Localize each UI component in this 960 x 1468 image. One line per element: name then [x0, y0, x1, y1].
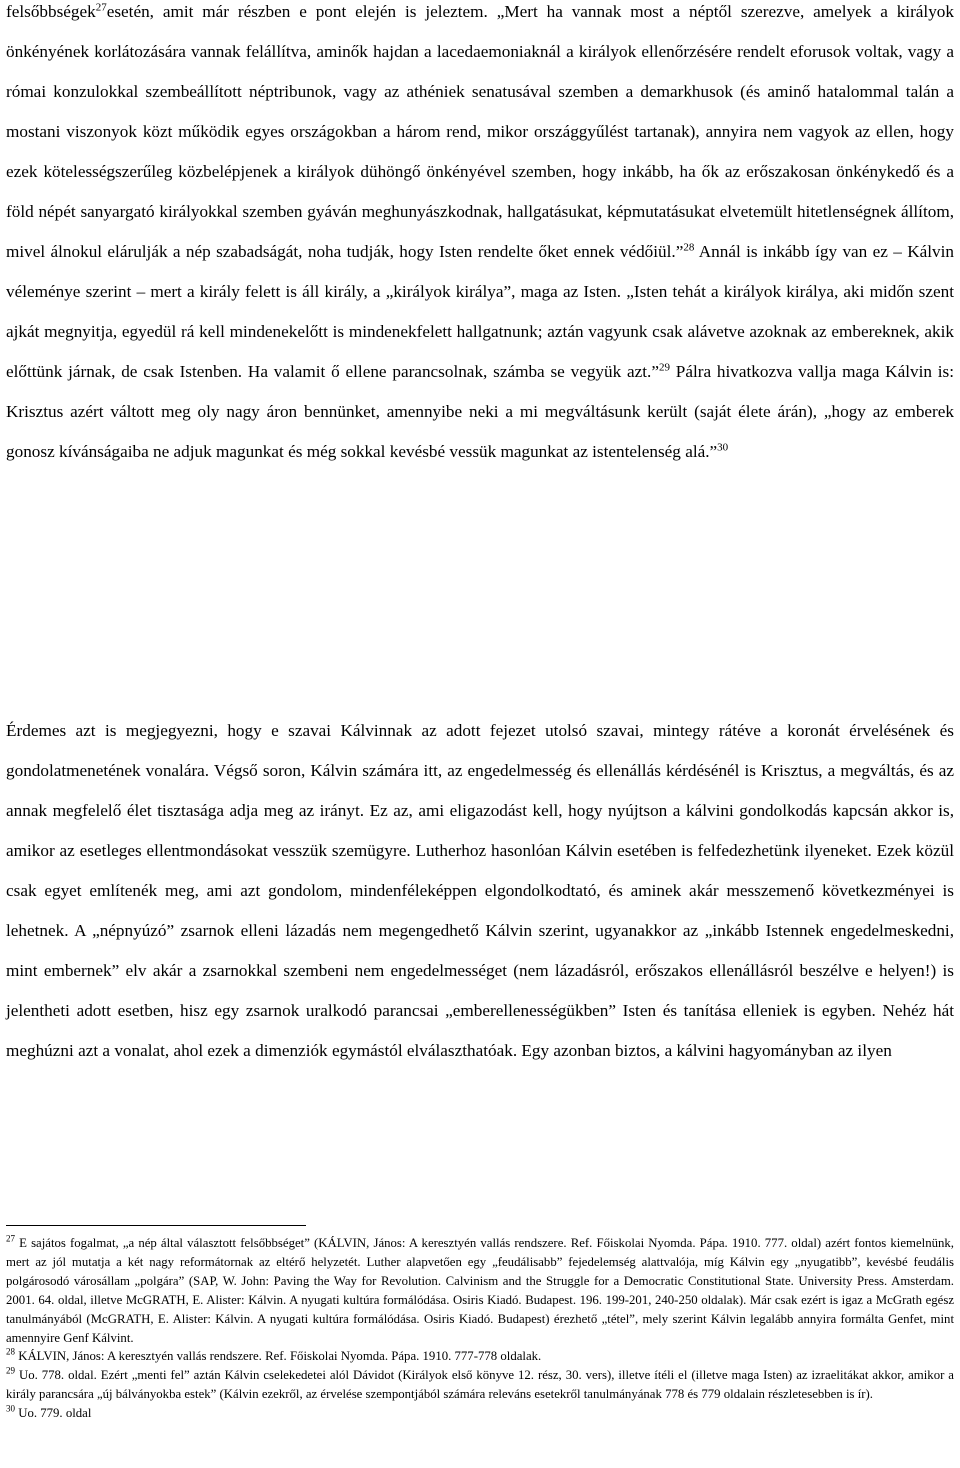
body-paragraph-2: Érdemes azt is megjegyezni, hogy e szavai Kálvinnak az adott fejezet utolsó szavai, mintegy rátéve a koronát érvelésének és gondolatmenetének vonalára. Végső soron, Kálvin számára itt, az engedelmesség és ellenállás kérdésénél is Krisztus, a megváltás, és az annak megfelelő élet tisztasága adja meg az irányt. Ez az, ami eligazodást kell, hogy nyújtson a kálvini gondolkodás kapcsán akkor is, amikor az esetleges ellentmondásokat vesszük szemügyre. Lutherhoz hasonlóan Kálvin esetében is felfedezhetünk ilyeneket. Ezek közül csak egyet említenék meg, ami azt gondolom, mindenféleképpen elgondolkodtató, és aminek akár messzemenő következményei is lehetnek. A „népnyúzó” zsarnok elleni lázadás nem megengedhető Kálvin szerint, ugyanakkor az „inkább Istennek engedelmeskedni, mint embernek” elv akár a zsarnokkal szembeni nem engedelmességet (nem lázadásról, erőszakos ellenállásról beszélve e helyen!) is jelentheti adott esetben, hisz egy zsarnok uralkodó parancsai „emberellenességükben” Isten és tanítása elleniek is egyben. Nehéz hát meghúzni azt a vonalat, ahol ezek a dimenziók egymástól elválaszthatóak. Egy azonban biztos, a kálvini hagyományban az ilyen [6, 721, 954, 1060]
paragraph-1-text-4: Pálra hivatkozva vallja maga Kálvin is: Krisztus azért váltott meg oly nagy áron bennünket, amennyibe neki a mi megváltásunk került (saját élete árán), „hogy az emberek gonosz kívánságaiba ne adjuk magunkat és még sokkal kevésbé vessük magunkat az istentelenség alá.” [6, 362, 954, 461]
footnote-28 [6, 1347, 954, 1366]
footnote-separator [6, 1225, 306, 1226]
footnotes [6, 1234, 954, 1423]
footnote-ref-29[interactable]: 29 [658, 361, 670, 374]
paragraph-1-text-2: esetén, amit már részben e pont elején is jeleztem. „Mert ha vannak most a néptől szerezve, amelyek a királyok önkényének korlátozására vannak felállítva, aminők hajdan a lacedaemoniaknál a királyok ellenőrzésére rendelt eforusok voltak, vagy a római konzulokkal szembeállított néptribunok, vagy az athéniek senatusával szemben a demarkhusok (és aminő hatalommal talán a mostani viszonyok közt működik egyes országokban a három rend, mikor országgyűlést tartanak), annyira nem vagyok az ellen, hogy ezek kötelességszerűleg közbelépjenek a királyok dühöngő önkényével szemben, hogy inkább, ha ők az erőszakosan önkénykedő és a föld népét sanyargató királyokkal szemben gyáván meghunyászkodnak, hallgatásukat, képmutatásukat elvetemült hitetlenségnek állítom, mivel álnokul elárulják a nép szabadságát, noha tudják, hogy Isten rendelte őket ennek védőiül.” [6, 2, 954, 261]
footnote-text: Uo. 778. oldal. Ezért „menti fel” aztán Kálvin cselekedetei alól Dávidot (Királyok első könyve 12. rész, 30. vers), illetve ítéli el (illetve maga Isten) az izraelitákat akkor, amikor a király parancsára „új bálványokba estek” (Kálvin ezekről, az érvelése szempontjából számára releváns esetekről tanulmányának 778 és 779 oldalain részletesebben is ír). [6, 1368, 954, 1402]
footnote-text: Uo. 779. oldal [15, 1406, 92, 1421]
paragraph-1-text-3: Annál is inkább így van ez – Kálvin véleménye szerint – mert a király felett is áll király, a „királyok királya”, maga az Isten. „Isten tehát a királyok királya, aki midőn szent ajkát megnyitja, egyedül rá kell mindenekelőtt is mindenekfelett hallgatnunk; aztán vagyunk csak alávetve azoknak az embereknek, akik előttünk járnak, de csak Istenben. Ha valamit ő ellene parancsolnak, számba se vegyük azt.” [6, 242, 954, 381]
footnote-ref-28[interactable]: 28 [683, 241, 695, 254]
footnote-27 [6, 1234, 954, 1347]
footnote-number: 28 [6, 1347, 15, 1358]
footnote-ref-27[interactable]: 27 [95, 1, 107, 14]
footnote-number: 29 [6, 1366, 15, 1377]
footnote-text: KÁLVIN, János: A keresztyén vallás rendszere. Ref. Főiskolai Nyomda. Pápa. 1910. 777-778 oldalak. [15, 1349, 542, 1364]
footnote-29 [6, 1366, 954, 1404]
body-paragraph-1 [6, 0, 954, 472]
footnote-text: E sajátos fogalmat, „a nép által választott felsőbbséget” (KÁLVIN, János: A keresztyén vallás rendszere. Ref. Főiskolai Nyomda. Pápa. 1910. 777. oldal) azért fontos kiemelnünk, mert az jól mutatja a két nagy reformátornak az eltérő helyzetét. Luther alapvetően egy „feudálisabb” fejedelemség alattvalója, míg Kálvin egy „nyugatibb”, kevésbé feudális polgárosodó városállam „polgára” (SAP, W. John: Paving the Way for Revolution. Calvinism and the Struggle for a Democratic Constitutional State. University Press. Amsterdam. 2001. 64. oldal, illetve McGRATH, E. Alister: Kálvin. A nyugati kultúra formálódása. Osiris Kiadó. Budapest. 196. 199-201, 240-250 oldalak). Már csak ezért is igaz a McGrath egész tanulmányából (McGRATH, E. Alister: Kálvin. A nyugati kultúra formálódása. Osiris Kiadó. Budapest) érezhető „tétel”, mely szerint Kálvin legalább annyira formálta Genfet, mint amennyire Genf Kálvint. [6, 1236, 954, 1345]
footnote-number: 30 [6, 1403, 15, 1414]
footnote-number: 27 [6, 1233, 15, 1244]
footnote-30 [6, 1404, 954, 1423]
paragraph-1-text-1: felsőbbségek [6, 2, 96, 21]
footnote-ref-30[interactable]: 30 [717, 441, 729, 454]
